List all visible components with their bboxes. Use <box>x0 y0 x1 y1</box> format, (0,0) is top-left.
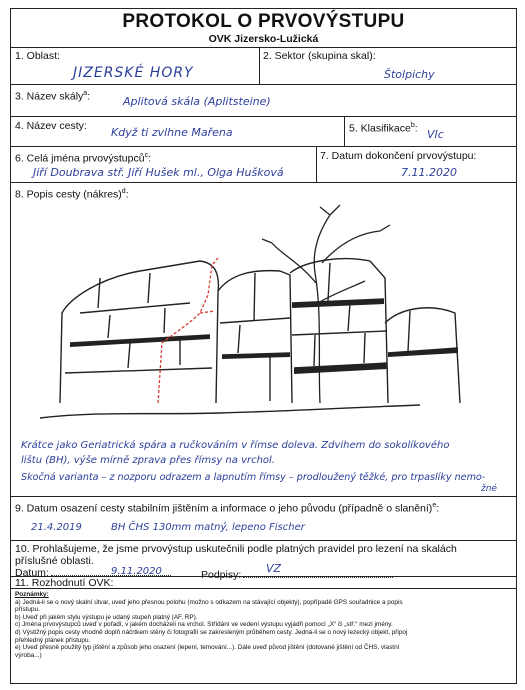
completion-date-value[interactable]: 7.11.2020 <box>401 166 457 179</box>
route-sketch <box>40 203 470 443</box>
note-item: e) Uveď přesně použitý typ jištění a způsob jeho osazení (lepení, temování...). Dále uveď původ jištění (dotované jištění od ČHS, vlastní <box>15 644 400 652</box>
rock-name-label: 3. Název skály$^a$: <box>15 90 91 103</box>
sector-label: 2. Sektor (skupina skal): <box>263 50 376 62</box>
route-name-value[interactable]: Když ti zvlhne Mařena <box>111 126 233 139</box>
notes-title: Poznámky: <box>15 591 49 598</box>
climbers-label: 6. Celá jména prvovýstupců$^c$: <box>15 152 151 165</box>
form-header <box>11 9 516 48</box>
note-item: přístupu. <box>15 606 40 614</box>
notes-section <box>11 589 516 661</box>
note-item: d) Výstižný popis cesty vhodně doplň náčrtkem stěny či fotografií se zakresleným průběhem cesty. Jedná-li se o nový lezecký objekt, připoj <box>15 628 408 636</box>
form-title: PROTOKOL O PRVOVÝSTUPU <box>122 11 405 32</box>
signatures-label: Podpisy: <box>201 569 242 581</box>
area-label: 1. Oblast: <box>15 50 60 62</box>
note-item: a) Jedná-li se o nový skalní útvar, uveď jeho přesnou polohu (možno s odkazem na stávající objekty), popřípadě GPS souřadnice a popis <box>15 598 403 606</box>
description-line-4: žné <box>481 484 497 494</box>
row-ovk-decision <box>11 577 516 589</box>
route-name-label: 4. Název cesty: <box>15 120 87 132</box>
note-item: b) Uveď při jakém stylu výstupu je udaný stupeň platný (AF, RP). <box>15 613 198 621</box>
row-rock-name <box>11 85 516 117</box>
declaration-line-2: příslušné oblasti. <box>15 555 94 567</box>
date-label: Datum: <box>15 567 49 579</box>
signatures-value[interactable]: VZ <box>266 562 282 575</box>
description-label: 8. Popis cesty (nákres)$^d$: <box>15 188 129 201</box>
protection-label: 9. Datum osazení cesty stabilním jištěním a informace o jeho původu (případně o slanění)$^e$: <box>15 502 440 515</box>
protection-date[interactable]: 21.4.2019 <box>31 522 82 533</box>
row-area-sector <box>11 47 516 85</box>
declaration-line-1: 10. Prohlašujeme, že jsme prvovýstup uskutečnili podle platných pravidel pro lezení na skalách <box>15 543 457 555</box>
description-line-1: Krátce jako Geriatrická spára a ručkováním v římse doleva. Zdvihem do sokolíkového <box>21 440 450 451</box>
note-item: c) Jména prvovýstupců uveď v pořadí, v jakém docházeli na vrchol. Střídání ve vedení výstupu vyjádři pomocí „X“ či „stř.“ mezi jmény. <box>15 621 393 629</box>
area-value[interactable]: JIZERSKÉ HORY <box>73 65 194 81</box>
note-item: přehledný plánek přístupu. <box>15 636 91 644</box>
note-item: výroba...) <box>15 651 42 659</box>
sector-value[interactable]: Štolpichy <box>384 68 435 81</box>
rock-name-value[interactable]: Aplitová skála (Aplitsteine) <box>123 95 271 108</box>
grade-label: 5. Klasifikace$^b$: <box>349 122 418 135</box>
grade-value[interactable]: VIc <box>427 128 444 141</box>
description-line-3: Skočná varianta – z nozporu odrazem a lapnutím římsy – prodloužený těžké, pro trpaslíky nemo- <box>21 472 486 483</box>
row-protection <box>11 497 516 541</box>
declaration-date[interactable]: 9.11.2020 <box>111 566 162 577</box>
completion-date-label: 7. Datum dokončení prvovýstupu: <box>320 150 477 162</box>
row-climbers-date <box>11 147 516 183</box>
form-subtitle: OVK Jizersko-Lužická <box>208 33 319 45</box>
ovk-decision-label: 11. Rozhodnutí OVK: <box>15 577 114 589</box>
row-declaration <box>11 541 516 581</box>
description-line-2: lištu (BH), výše mírně zprava přes římsy na vrchol. <box>21 455 276 466</box>
row-route-grade <box>11 117 516 147</box>
protection-value[interactable]: BH ČHS 130mm matný, lepeno Fischer <box>111 522 305 533</box>
climbers-value[interactable]: Jiří Doubrava stř. Jiří Hušek ml., Olga Hušková <box>33 166 284 179</box>
